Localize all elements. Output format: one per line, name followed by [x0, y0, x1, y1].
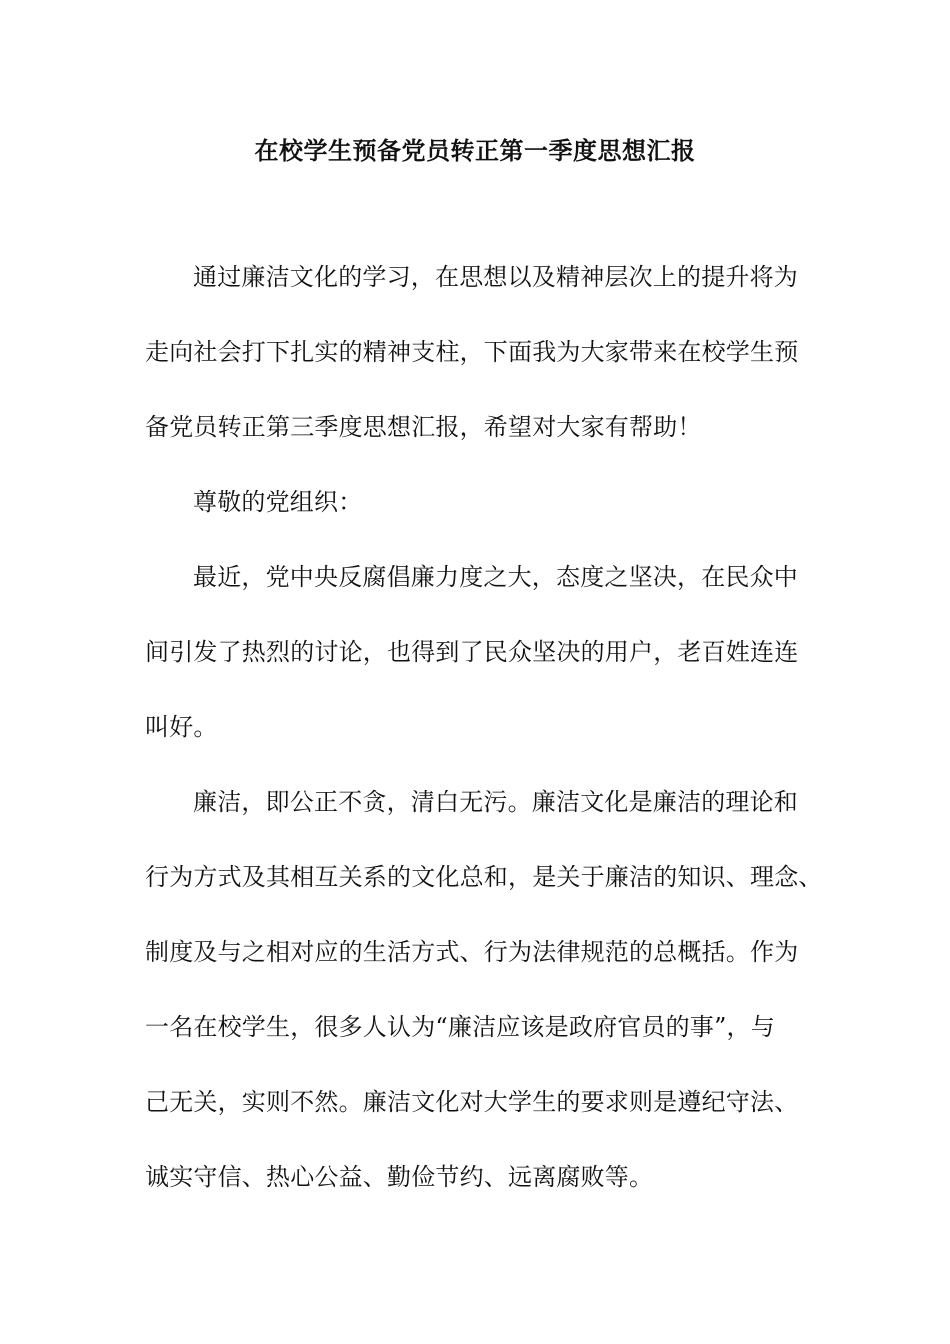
- paragraph-line: 间引发了热烈的讨论，也得到了民众坚决的用户，老百姓连连: [145, 638, 799, 666]
- paragraph-line: 廉洁，即公正不贪，清白无污。廉洁文化是廉洁的理论和: [193, 788, 798, 816]
- paragraph-line: 备党员转正第三季度思想汇报，希望对大家有帮助！: [145, 413, 702, 441]
- document-title: 在校学生预备党员转正第一季度思想汇报: [254, 136, 696, 165]
- salutation-line: 尊敬的党组织：: [193, 488, 363, 516]
- paragraph-line: 制度及与之相对应的生活方式、行为法律规范的总概括。作为: [145, 938, 799, 966]
- paragraph-line: 己无关，实则不然。廉洁文化对大学生的要求则是遵纪守法、: [145, 1088, 799, 1116]
- paragraph-line: 诚实守信、热心公益、勤俭节约、远离腐败等。: [145, 1163, 654, 1191]
- paragraph-line: 走向社会打下扎实的精神支柱，下面我为大家带来在校学生预: [145, 338, 799, 366]
- paragraph-line: 通过廉洁文化的学习，在思想以及精神层次上的提升将为: [193, 263, 798, 291]
- paragraph-line: 叫好。: [145, 713, 218, 741]
- paragraph-line: 一名在校学生，很多人认为“廉洁应该是政府官员的事”，与: [145, 1013, 775, 1041]
- paragraph-line: 行为方式及其相互关系的文化总和，是关于廉洁的知识、理念、: [145, 863, 823, 891]
- paragraph-line: 最近，党中央反腐倡廉力度之大，态度之坚决，在民众中: [193, 563, 798, 591]
